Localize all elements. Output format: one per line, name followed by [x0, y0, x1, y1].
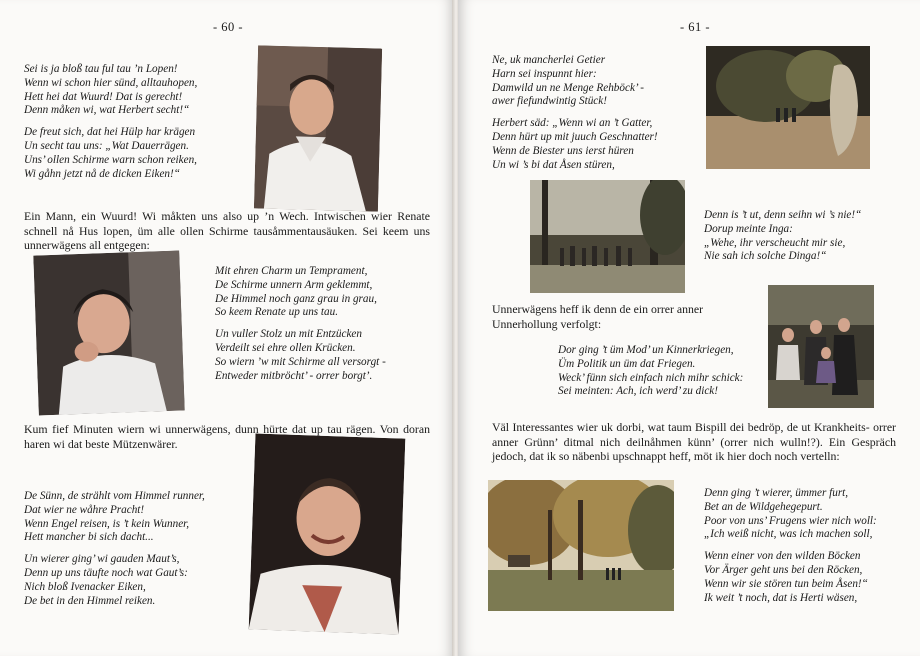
verse-stanza [704, 487, 877, 542]
portrait-photo-man [254, 45, 382, 211]
verse-line: Hett mancher bi sich dacht... [24, 531, 154, 544]
right-page [458, 0, 920, 656]
prose-paragraph: Ein Mann, ein Wuurd! Wi måkten uns also up ’n Wech. Intwischen wier Renate schnell nå Hus lopen, üm alle ollen Schirme tausåmmentausäuken. Sei keem uns unnerwägens all entgegen: [24, 209, 430, 253]
verse-block [558, 344, 743, 407]
prose-paragraph: Unnerwägens heff ik denn de ein orrer anner Unnerhollung verfolgt: [492, 302, 704, 331]
verse-line: Uns’ ollen Schirme warn schon reiken, [24, 153, 197, 166]
verse-line: Denn ging ’t wierer, ümmer furt, [704, 487, 849, 499]
verse-line: Weck’ fünn sich einfach nich mihr schick: [558, 371, 744, 384]
verse-line: Un vuller Stolz un mit Entzücken [215, 328, 362, 341]
verse-block [24, 490, 205, 616]
verse-line: Denn is ’t ut, denn seihn wi ’s nie!“ [704, 209, 862, 221]
verse-line: De Sünn, de strählt vom Himmel runner, [24, 490, 205, 502]
verse-block [704, 487, 877, 613]
verse-line: Damwild un ne Menge Rehböck’ - [492, 81, 644, 94]
verse-line: Ik weit ’t noch, dat is Herti wäsen, [704, 591, 858, 604]
verse-line: Entweder mitbröcht’ - orrer borgt’. [215, 369, 373, 382]
verse-line: „Wehe, ihr verscheucht mir sie, [704, 236, 846, 249]
verse-line: De bet in den Himmel reiken. [24, 594, 156, 607]
verse-line: Wenn Engel reisen, is ’t kein Wunner, [24, 517, 190, 530]
verse-line: Sei meinten: Ach, ich werd’ zu dick! [558, 385, 718, 398]
verse-line: Herbert säd: „Wenn wi an ’t Gatter, [492, 117, 653, 130]
verse-line: Wenn wi schon hier sünd, alltauhopen, [24, 76, 198, 89]
verse-line: Bet an de Wildgehegepurt. [704, 500, 823, 513]
verse-line: „Ich weiß nicht, was ich machen soll, [704, 528, 873, 541]
verse-line: So wiern ’w mit Schirme all versorgt - [215, 355, 386, 368]
verse-line: Wenn de Biester uns ierst hüren [492, 144, 634, 157]
verse-block [215, 265, 386, 391]
verse-block [704, 209, 861, 272]
verse-line: Sei is ja bloß tau ful tau ’n Lopen! [24, 63, 178, 75]
verse-stanza [215, 328, 386, 383]
photo-group-in-park [530, 180, 685, 293]
verse-line: De freut sich, dat hei Hülp har krägen [24, 126, 196, 139]
verse-line: Üm Politik un üm dat Friegen. [558, 357, 696, 370]
portrait-photo-laughing-man [249, 433, 406, 634]
verse-line: Wenn wir sie stören tun beim Åsen!“ [704, 577, 868, 590]
verse-line: Ne, uk mancherlei Getier [492, 54, 606, 66]
portrait-photo-woman [33, 251, 184, 416]
verse-line: Vor Ärger geht uns bei den Röcken, [704, 563, 863, 576]
verse-line: Poor von uns’ Frugens wier nich woll: [704, 514, 877, 527]
verse-line: Denn hürt up mit juuch Geschnatter! [492, 130, 658, 143]
verse-line: Un wi ’s bi dat Åsen stüren, [492, 158, 615, 171]
page-number-60: - 60 - [213, 20, 244, 34]
verse-stanza [24, 553, 205, 608]
verse-line: Wenn einer von den wilden Böcken [704, 550, 861, 563]
photo-autumn-park [488, 480, 674, 611]
verse-line: De Himmel noch ganz grau in grau, [215, 292, 377, 305]
verse-line: Dat wier ne wåhre Pracht! [24, 503, 145, 516]
verse-line: Hett hei dat Wuurd! Dat is gerecht! [24, 90, 183, 103]
verse-line: Nich bloß Ivenacker Eiken, [24, 580, 146, 593]
verse-line: Un secht tau uns: „Wat Dauerrägen. [24, 139, 189, 152]
page-number-61: - 61 - [680, 20, 711, 34]
verse-stanza [24, 126, 197, 181]
verse-stanza [558, 344, 743, 399]
verse-line: Harn sei inspunnt hier: [492, 67, 597, 80]
verse-stanza [492, 54, 658, 109]
photo-people-outdoors [768, 285, 874, 408]
left-page [0, 0, 454, 656]
photo-forest-clearing [706, 46, 870, 169]
verse-line: Wi gåhn jetzt nå de dicken Eiken!“ [24, 167, 180, 180]
verse-stanza [24, 490, 205, 545]
verse-line: So keem Renate up uns tau. [215, 306, 339, 319]
verse-block [492, 54, 658, 180]
verse-block [24, 63, 197, 189]
verse-line: Dor ging ’t üm Mod’ un Kinnerkriegen, [558, 344, 734, 356]
verse-line: Denn måken wi, wat Herbert secht!“ [24, 104, 190, 117]
verse-line: awer fiefundwintig Stück! [492, 95, 607, 108]
verse-line: De Schirme unnern Arm geklemmt, [215, 278, 373, 291]
verse-stanza [24, 63, 197, 118]
prose-paragraph: Väl Interessantes wier uk dorbi, wat taum Bispill dei bedröp, de ut Krankheits- orrer anner Grünn’ ditmal nich deilnåhmen künn’ (orrer nich wulln!?). Ein Gespräch jedoch, dat ik so näbenbi upschnappt heff, möt ik hier doch noch vertelln: [492, 420, 896, 464]
verse-line: Un wierer ging’ wi gauden Maut’s, [24, 553, 180, 566]
verse-line: Nie sah ich solche Dinga!“ [704, 250, 827, 263]
verse-line: Denn up uns täufte noch wat Gaut’s: [24, 566, 188, 579]
verse-line: Mit ehren Charm un Temprament, [215, 265, 368, 277]
verse-line: Dorup meinte Inga: [704, 222, 793, 235]
verse-stanza [704, 209, 861, 264]
prose-paragraph: Kum fief Minuten wiern wi unnerwägens, dunn hürte dat up tau rägen. Von doran haren wi dat beste Mützenwärer. [24, 422, 430, 451]
verse-stanza [704, 550, 877, 605]
verse-line: Verdeilt sei ehre ollen Krücken. [215, 341, 356, 354]
verse-stanza [492, 117, 658, 172]
verse-stanza [215, 265, 386, 320]
